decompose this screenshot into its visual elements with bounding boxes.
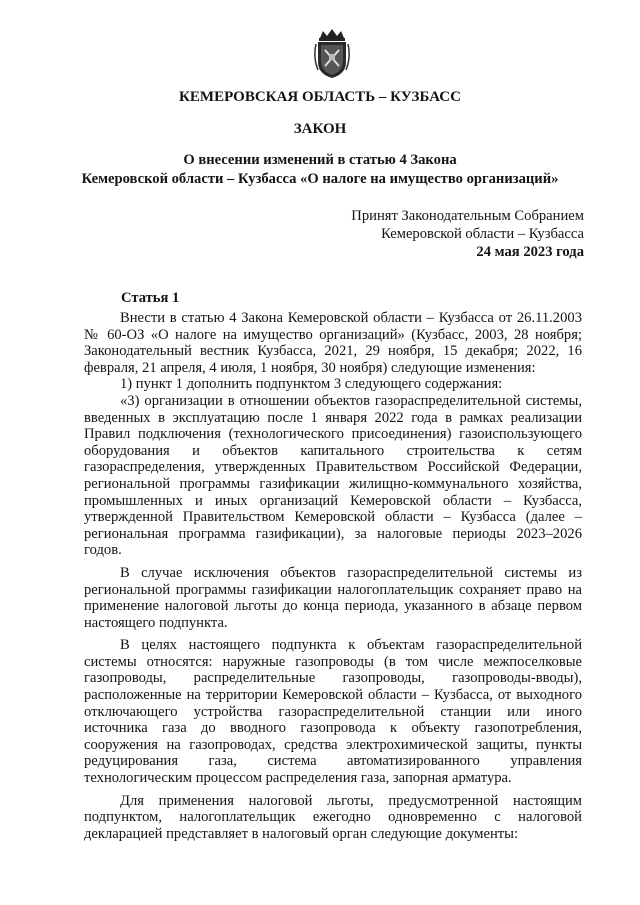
document-type: ЗАКОН [293, 121, 347, 137]
article-heading: Статья 1 [121, 290, 180, 306]
paragraph-3: «3) организации в отношении объектов газораспределительной системы, введенных в эксплуатацию после 1 января 2022 года в рамках реализации Правил подключения (технологического присоединения) газоиспользующего оборудования и объектов капитального строительства к сетям газораспределения, утвержденных Правительством Российской Федерации, региональной программы газификации жилищно-коммунального хозяйства, промышленных и иных организаций Кемеровской области – Кузбасса, утвержденной Правительством Кемеровской области – Кузбасса (далее – региональная программа газификации), за налоговые периоды 2023–2026 годов. [84, 392, 582, 559]
kuzbass-coat-of-arms-icon [312, 28, 352, 80]
law-title [60, 151, 580, 189]
paragraph-2: 1) пункт 1 дополнить подпунктом 3 следующего содержания: [120, 376, 503, 393]
paragraph-4: В случае исключения объектов газораспределительной системы из региональной программы газификации налогоплательщик сохраняет право на применение налоговой льготы до конца периода, указанного в абзаце первом настоящего подпункта. [84, 564, 582, 631]
law-title-line-2: Кемеровской области – Кузбасса «О налоге на имущество организаций» [81, 171, 559, 187]
adoption-block [351, 207, 584, 261]
region-title: КЕМЕРОВСКАЯ ОБЛАСТЬ – КУЗБАСС [179, 89, 461, 105]
paragraph-1: Внести в статью 4 Закона Кемеровской области – Кузбасса от 26.11.2003 № 60-ОЗ «О налоге на имущество организаций» (Кузбасс, 2003, 28 ноября; Законодательный вестник Кузбасса, 2021, 29 ноября, 15 декабря; 2022, 16 февраля, 21 апреля, 4 июля, 1 ноября, 30 ноября) следующие изменения: [84, 310, 582, 376]
adoption-line-1: Принят Законодательным Собранием [351, 208, 584, 224]
adoption-line-2: Кемеровской области – Кузбасса [381, 226, 584, 242]
adoption-date: 24 мая 2023 года [476, 244, 584, 260]
article-body [84, 310, 582, 842]
paragraph-6: Для применения налоговой льготы, предусмотренной настоящим подпунктом, налогоплательщик ежегодно одновременно с налоговой декларацией представляет в налоговый орган следующие документы: [84, 792, 582, 842]
law-title-line-1: О внесении изменений в статью 4 Закона [183, 152, 457, 168]
paragraph-5: В целях настоящего подпункта к объектам газораспределительной системы относятся: наружные газопроводы (в том числе межпоселковые газопроводы, распределительные газопроводы, газопроводы-вводы), расположенные на территории Кемеровской области – Кузбасса, от выходного отключающего устройства газораспределительной станции или иного источника газа до вводного газопровода к объекту газопотребления, сооружения на газопроводах, средства электрохимической защиты, пункты редуцирования газа, система автоматизированного управления технологическим процессом распределения газа, запорная арматура. [84, 637, 582, 787]
